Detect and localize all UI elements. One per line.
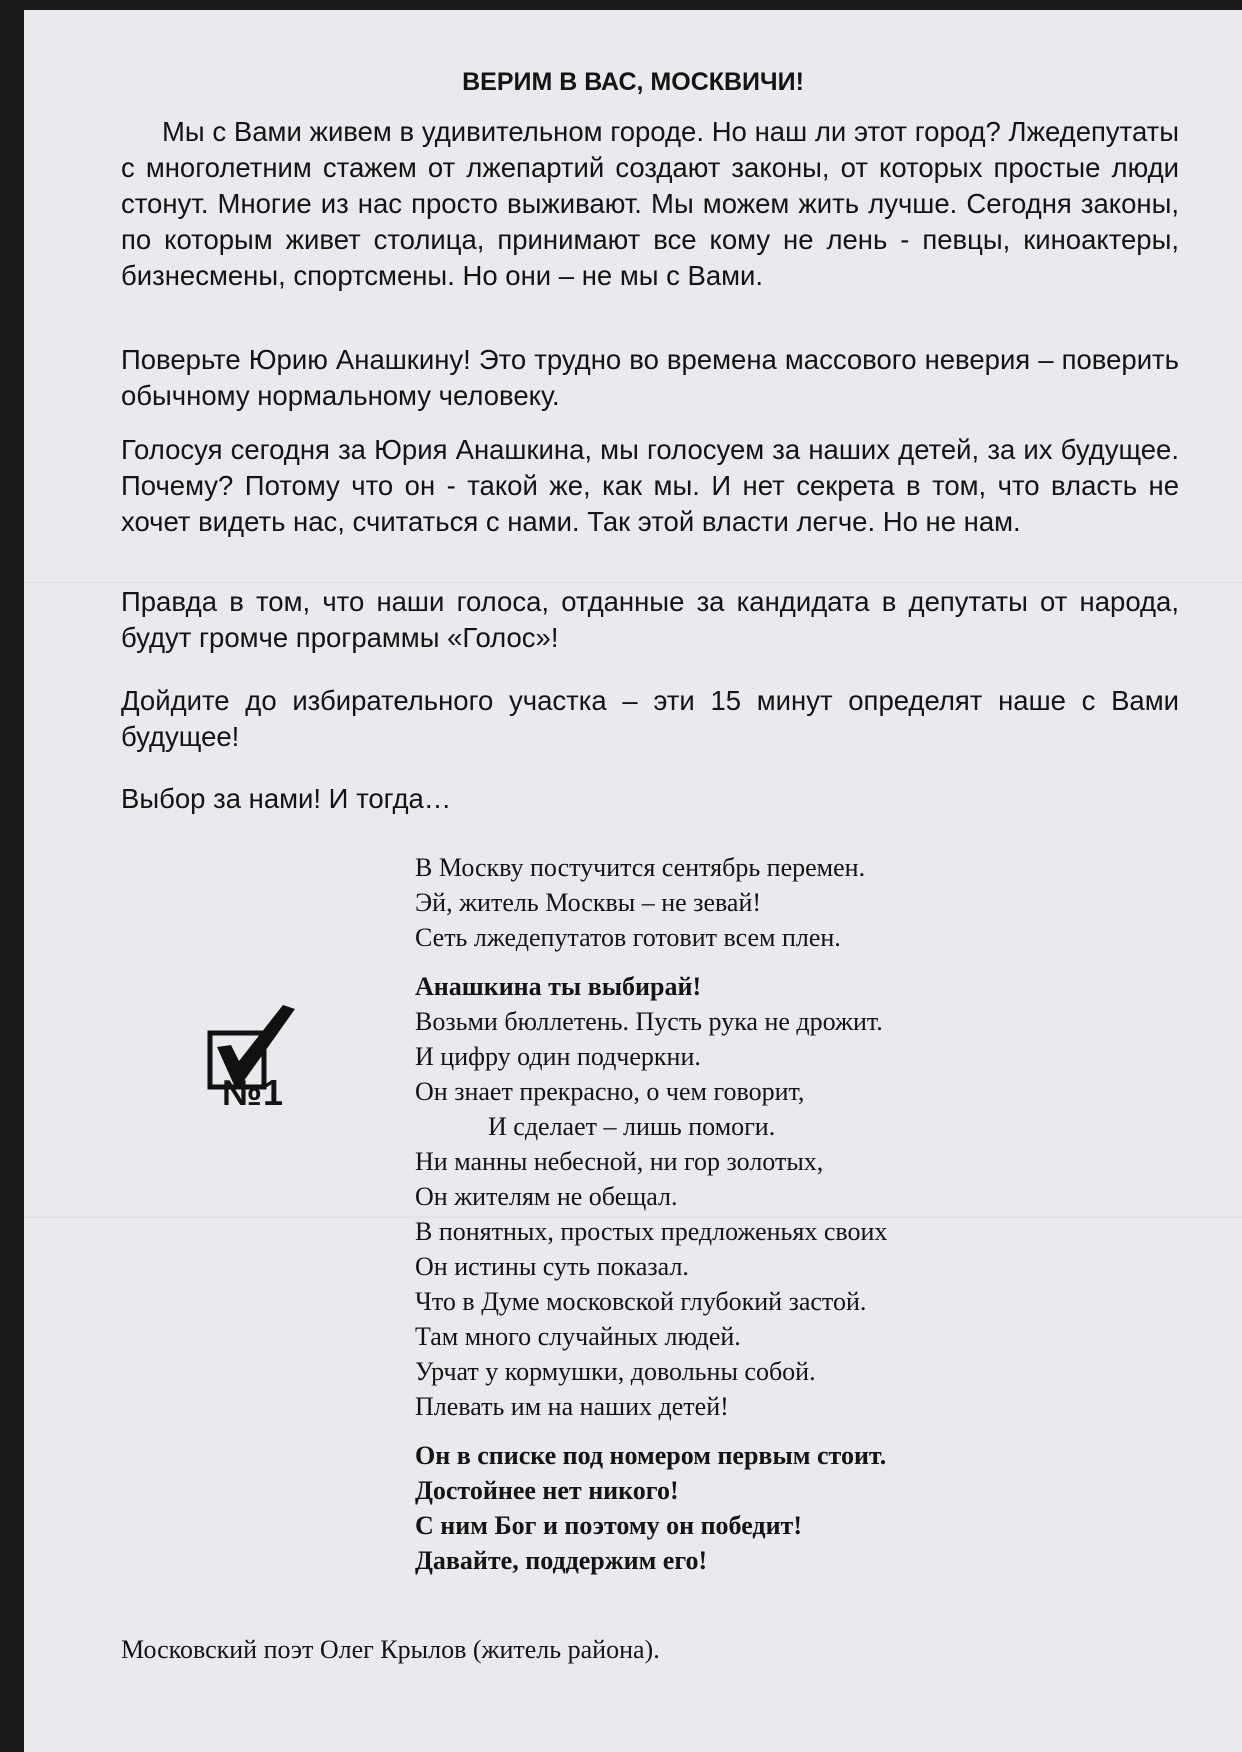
poem-line: Он жителям не обещал. [415, 1182, 678, 1211]
poem-lead-line: Анашкина ты выбирай! [415, 972, 702, 1001]
poem-line: И сделает – лишь помоги. [488, 1112, 776, 1141]
poem-line: В понятных, простых предложеньях своих [415, 1217, 888, 1246]
poem-line: Урчат у кормушки, довольны собой. [415, 1357, 816, 1386]
poem-line: С ним Бог и поэтому он победит! [415, 1511, 802, 1540]
paragraph-truth: Правда в том, что наши голоса, отданные за кандидата в депутаты от народа, будут громче программы «Голос»! [121, 586, 1179, 653]
poem-line: Сеть лжедепутатов готовит всем плен. [415, 923, 841, 952]
poem-line: Там много случайных людей. [415, 1322, 741, 1351]
paragraph-choice: Выбор за нами! И тогда… [121, 783, 452, 814]
leaflet-title: ВЕРИМ В ВАС, МОСКВИЧИ! [462, 68, 804, 96]
paragraph-polling: Дойдите до избирательного участка – эти 15 минут определят наше с Вами будущее! [121, 685, 1179, 752]
poem-line: Он в списке под номером первым стоит. [415, 1441, 887, 1470]
poem-line: Эй, житель Москвы – не зевай! [415, 888, 762, 917]
poem-stanza-2 [415, 969, 1055, 1424]
poem-line: Он истины суть показал. [415, 1252, 689, 1281]
paragraph-intro: Мы с Вами живем в удивительном городе. Но наш ли этот город? Лжедепутаты с многолетним стажем от лжепартий создают законы, от которых простые люди стонут. Многие из нас просто выживают. Мы можем жить лучше. Сегодня законы, по которым живет столица, принимают все кому не лень - певцы, киноактеры, бизнесмены, спортсмены. Но они – не мы с Вами. [121, 116, 1179, 291]
poem-line: Достойнее нет никого! [415, 1476, 679, 1505]
paragraph-trust: Поверьте Юрию Анашкину! Это трудно во времена массового неверия – поверить обычному нормальному человеку. [121, 344, 1179, 411]
poem-line: И цифру один подчеркни. [415, 1042, 701, 1071]
leaflet-page [24, 10, 1242, 1752]
poem-line: Давайте, поддержим его! [415, 1546, 708, 1575]
paper-fold [24, 580, 1242, 583]
poem-line: Плевать им на наших детей! [415, 1392, 729, 1421]
poem-line: Возьми бюллетень. Пусть рука не дрожит. [415, 1007, 883, 1036]
ballot-number-label: №1 [221, 1072, 285, 1113]
paragraph-vote: Голосуя сегодня за Юрия Анашкина, мы голосуем за наших детей, за их будущее. Почему? Потому что он - такой же, как мы. И нет секрета в том, что власть не хочет видеть нас, считаться с нами. Так этой власти легче. Но не нам. [121, 434, 1179, 537]
poem-line: В Москву постучится сентябрь перемен. [415, 853, 866, 882]
poem-stanza-1 [415, 850, 1055, 955]
poem-line: Он знает прекрасно, о чем говорит, [415, 1077, 805, 1106]
poem-line: Что в Думе московской глубокий застой. [415, 1287, 867, 1316]
poem-stanza-3 [415, 1438, 1055, 1578]
poem-line: Ни манны небесной, ни гор золотых, [415, 1147, 824, 1176]
poem-signature: Московский поэт Олег Крылов (житель района). [121, 1635, 660, 1664]
